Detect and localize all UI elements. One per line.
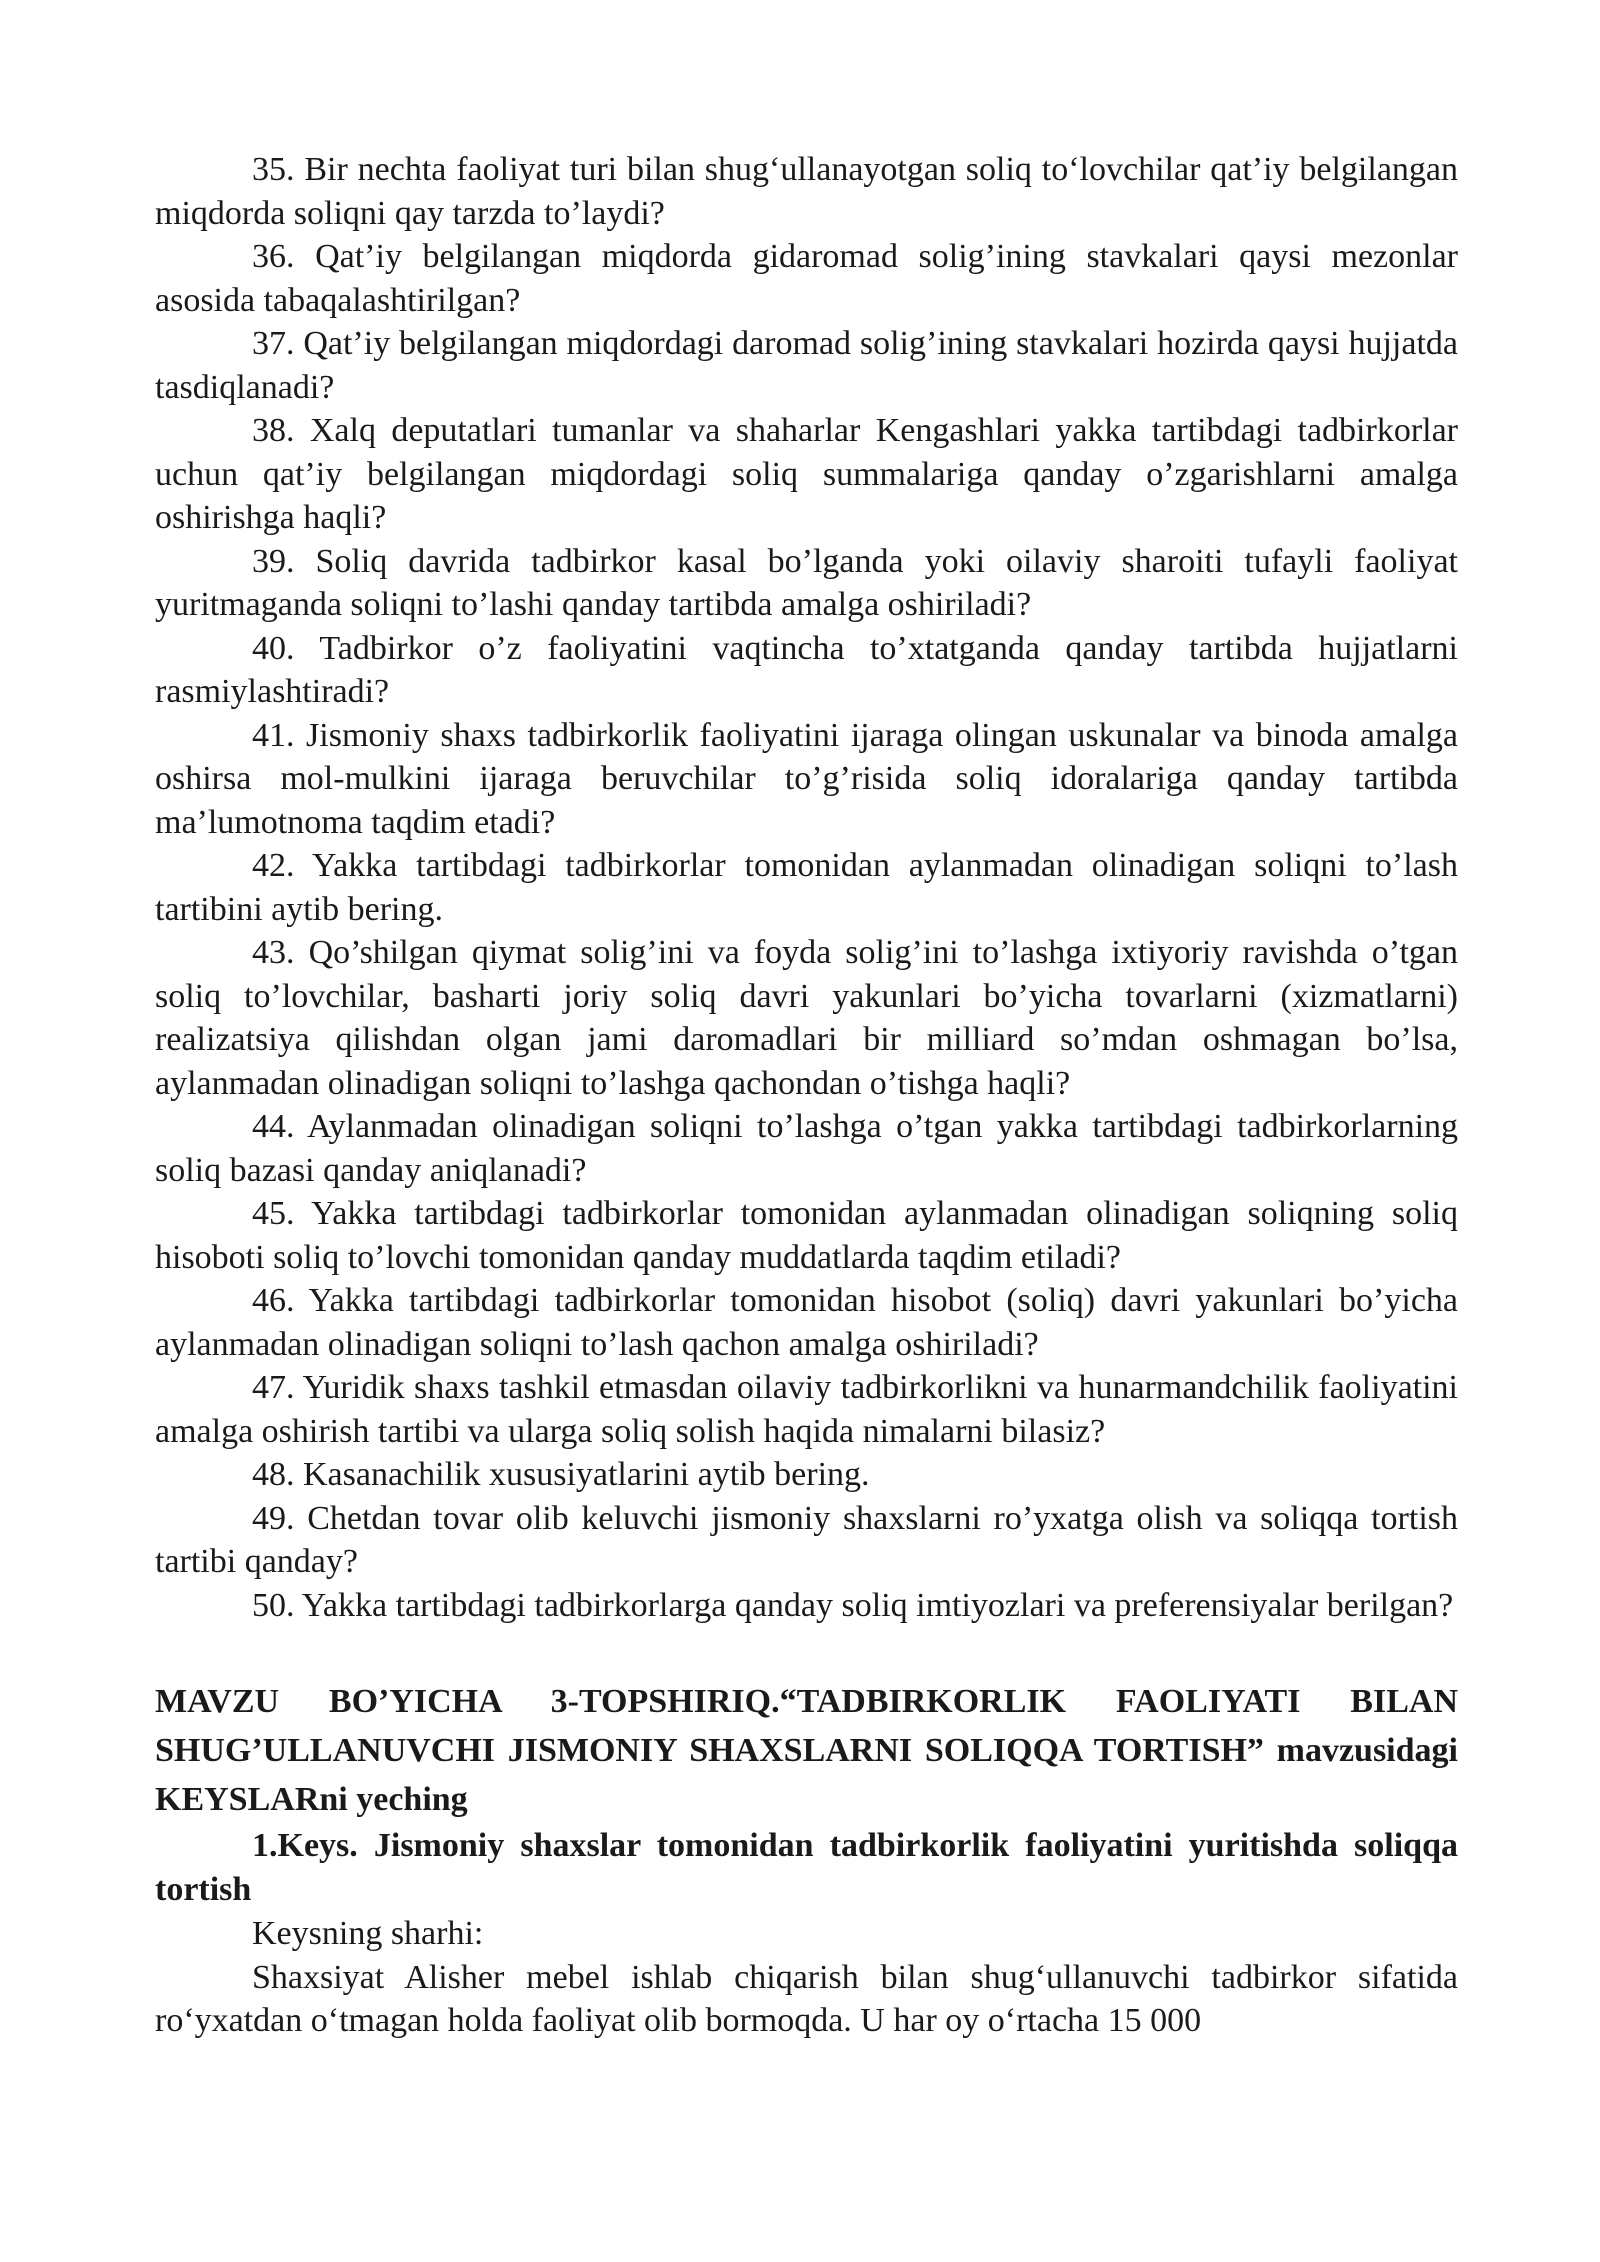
question-item xyxy=(155,409,1458,540)
question-number: 39. xyxy=(252,542,295,580)
question-item xyxy=(155,322,1458,409)
question-text: Jismoniy shaxs tadbirkorlik faoliyatini ijaraga olingan uskunalar va binoda amalga oshirsa mol-mulkini ijaraga beruvchilar to’g’risida soliq idoralariga qanday tartibda ma’lumotnoma taqdim etadi? xyxy=(155,716,1458,841)
question-number: 38. xyxy=(252,412,295,449)
question-item xyxy=(155,148,1458,235)
question-item xyxy=(155,1584,1458,1628)
question-item xyxy=(155,1105,1458,1192)
question-text: Tadbirkor o’z faoliyatini vaqtincha to’xtatganda qanday tartibda hujjatlarni rasmiylashtiradi? xyxy=(155,629,1458,710)
question-number: 46. xyxy=(252,1282,295,1319)
question-number: 48. xyxy=(252,1456,295,1493)
question-item xyxy=(155,235,1458,322)
question-item xyxy=(155,1366,1458,1453)
question-text: Kasanachilik xususiyatlarini aytib bering. xyxy=(303,1456,870,1493)
question-number: 40. xyxy=(252,629,295,667)
question-item xyxy=(155,540,1458,627)
question-number: 37. xyxy=(252,325,295,362)
question-text: Soliq davrida tadbirkor kasal bo’lganda yoki oilaviy sharoiti tufayli faoliyat yuritmaganda soliqni to’lashi qanday tartibda amalga oshiriladi? xyxy=(155,542,1458,623)
question-number: 44. xyxy=(252,1108,295,1145)
question-number: 42. xyxy=(252,847,295,884)
question-number: 35. xyxy=(252,151,295,188)
question-item xyxy=(155,931,1458,1105)
question-number: 41. xyxy=(252,716,295,754)
question-text: Yakka tartibdagi tadbirkorlarga qanday soliq imtiyozlari va preferensiyalar berilgan? xyxy=(301,1586,1454,1624)
question-text: Yuridik shaxs tashkil etmasdan oilaviy tadbirkorlikni va hunarmandchilik faoliyatini amalga oshirish tartibi va ularga soliq solish haqida nimalarni bilasiz? xyxy=(155,1369,1458,1450)
question-text: Aylanmadan olinadigan soliqni to’lashga o’tgan yakka tartibdagi tadbirkorlarning soliq bazasi qanday aniqlanadi? xyxy=(155,1108,1459,1189)
question-text: Yakka tartibdagi tadbirkorlar tomonidan aylanmadan olinadigan soliqning soliq hisoboti soliq to’lovchi tomonidan qanday muddatlarda taqdim etiladi? xyxy=(155,1195,1458,1276)
document-page xyxy=(155,148,1458,2043)
question-number: 50. xyxy=(252,1586,295,1624)
case-text: Shaxsiyat Alisher mebel ishlab chiqarish bilan shug‘ullanuvchi tadbirkor sifatida ro‘yxatdan o‘tmagan holda faoliyat olib bormoqda. U har oy o‘rtacha 15 000 xyxy=(155,1958,1458,2039)
question-list xyxy=(155,148,1458,1627)
question-number: 49. xyxy=(252,1499,295,1537)
question-item xyxy=(155,1453,1458,1497)
case-label: Keysning sharhi: xyxy=(252,1915,484,1952)
question-text: Chetdan tovar olib keluvchi jismoniy shaxslarni ro’yxatga olish va soliqqa tortish tartibi qanday? xyxy=(155,1499,1458,1580)
question-text: Yakka tartibdagi tadbirkorlar tomonidan aylanmadan olinadigan soliqni to’lash tartibini aytib bering. xyxy=(155,847,1458,928)
question-item xyxy=(155,1192,1458,1279)
question-item xyxy=(155,844,1458,931)
question-text: Qat’iy belgilangan miqdorda gidaromad solig’ining stavkalari qaysi mezonlar asosida tabaqalashtirilgan? xyxy=(155,238,1459,319)
case-title: 1.Keys. Jismoniy shaxslar tomonidan tadbirkorlik faoliyatini yuritishda soliqqa tortish xyxy=(155,1827,1458,1908)
question-number: 47. xyxy=(252,1369,295,1406)
question-item xyxy=(155,627,1458,714)
section-heading: MAVZU BO’YICHA 3-TOPSHIRIQ.“TADBIRKORLIK FAOLIYATI BILAN SHUG’ULLANUVCHI JISMONIY SHAXSLARNI SOLIQQA TORTISH” mavzusidagi KEYSLARni yeching xyxy=(155,1683,1458,1818)
question-text: Bir nechta faoliyat turi bilan shug‘ullanayotgan soliq to‘lovchilar qat’iy belgilangan miqdorda soliqni qay tarzda to’laydi? xyxy=(155,151,1459,232)
question-text: Qat’iy belgilangan miqdordagi daromad solig’ining stavkalari hozirda qaysi hujjatda tasdiqlanadi? xyxy=(155,325,1458,406)
question-item xyxy=(155,1279,1458,1366)
question-item xyxy=(155,1497,1458,1584)
question-item xyxy=(155,714,1458,845)
question-number: 36. xyxy=(252,238,295,275)
question-text: Yakka tartibdagi tadbirkorlar tomonidan hisobot (soliq) davri yakunlari bo’yicha aylanmadan olinadigan soliqni to’lash qachon amalga oshiriladi? xyxy=(155,1282,1458,1363)
question-text: Xalq deputatlari tumanlar va shaharlar Kengashlari yakka tartibdagi tadbirkorlar uchun qat’iy belgilangan miqdordagi soliq summalariga qanday o’zgarishlarni amalga oshirishga haqli? xyxy=(155,412,1459,536)
question-number: 43. xyxy=(252,934,295,971)
question-number: 45. xyxy=(252,1195,295,1232)
question-text: Qo’shilgan qiymat solig’ini va foyda solig’ini to’lashga ixtiyoriy ravishda o’tgan soliq to’lovchilar, basharti joriy soliq davri yakunlari bo’yicha tovarlarni (xizmatlarni) realizatsiya qilishdan olgan jami daromadlari bir milliard so’mdan oshmagan bo’lsa, aylanmadan olinadigan soliqni to’lashga qachondan o’tishga haqli? xyxy=(155,934,1459,1102)
